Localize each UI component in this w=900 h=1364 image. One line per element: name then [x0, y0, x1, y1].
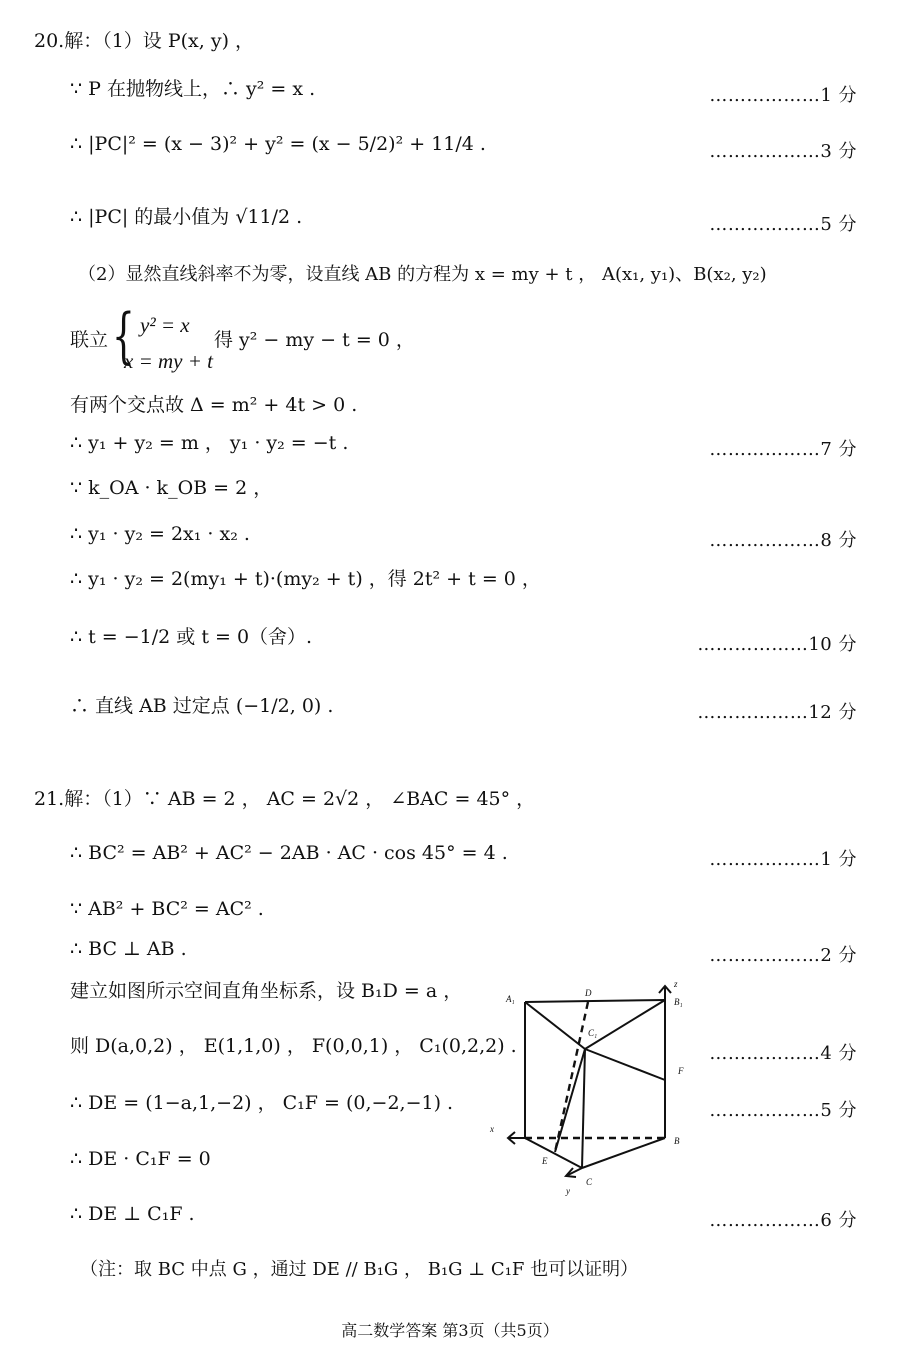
q21-score-6: ………………5 分	[709, 1100, 857, 1121]
q20-score-3: ………………5 分	[709, 214, 857, 235]
q20-step-1: ∵ P 在抛物线上，∴ y² = x .	[70, 78, 316, 100]
label-D: D	[585, 988, 592, 998]
q20-score-2: ………………3 分	[709, 141, 857, 162]
page-footer: 高二数学答案 第3页（共5页）	[341, 1321, 559, 1340]
q20-score-11: ………………10 分	[697, 634, 857, 655]
q21-step-3: ∴ BC ⊥ AB .	[70, 938, 187, 960]
prism-coordinate-figure	[470, 972, 700, 1204]
q20-system-result: 得 y² − my − t = 0 ，	[214, 329, 415, 351]
q20-system-eq-1: y² = x	[140, 313, 190, 337]
q20-step-12: ∴ 直线 AB 过定点 (−1/2, 0) .	[70, 695, 334, 717]
q21-score-8: ………………6 分	[709, 1210, 857, 1231]
label-B: B	[674, 1136, 680, 1146]
label-A1: A₁	[506, 994, 515, 1004]
label-E: E	[542, 1156, 548, 1166]
q20-step-8: ∵ k_OA · k_OB = 2 ，	[70, 477, 273, 499]
q21-step-7: ∴ DE · C₁F = 0	[70, 1148, 211, 1170]
q20-step-11: ∴ t = −1/2 或 t = 0（舍）.	[70, 626, 313, 648]
q20-score-1: ………………1 分	[709, 85, 857, 106]
q20-system-label: 联立	[70, 329, 109, 351]
q20-step-7: ∴ y₁ + y₂ = m ， y₁ · y₂ = −t .	[70, 432, 349, 454]
q21-header: 21.解：（1）∵ AB = 2 ， AC = 2√2 ， ∠BAC = 45° ，	[34, 788, 536, 810]
q21-step-8: ∴ DE ⊥ C₁F .	[70, 1203, 195, 1225]
q20-score-7: ………………7 分	[709, 439, 857, 460]
system-brace: {	[112, 301, 135, 371]
q21-step-2: ∵ AB² + BC² = AC² .	[70, 898, 264, 920]
q21-score-3: ………………2 分	[709, 945, 857, 966]
q20-system-eq-2: x = my + t	[124, 349, 213, 373]
q20-header: 20.解：（1）设 P(x, y) ，	[34, 30, 255, 52]
q20-step-10: ∴ y₁ · y₂ = 2(my₁ + t)·(my₂ + t) ，得 2t² + t = 0 ，	[70, 568, 541, 590]
label-z: z	[674, 979, 678, 989]
q20-score-9: ………………8 分	[709, 530, 857, 551]
q21-step-5: 则 D(a,0,2) ， E(1,1,0) ， F(0,0,1) ， C₁(0,2,2) .	[70, 1035, 517, 1057]
q21-score-5: ………………4 分	[709, 1043, 857, 1064]
q21-step-1: ∴ BC² = AB² + AC² − 2AB · AC · cos 45° = 4 .	[70, 842, 508, 864]
q21-step-6: ∴ DE = (1−a,1,−2) ， C₁F = (0,−2,−1) .	[70, 1092, 454, 1114]
q21-step-4: 建立如图所示空间直角坐标系，设 B₁D = a ，	[70, 980, 463, 1002]
label-C1: C₁	[588, 1028, 598, 1038]
q20-step-9: ∴ y₁ · y₂ = 2x₁ · x₂ .	[70, 523, 250, 545]
q20-part-2-setup: （2）显然直线斜率不为零，设直线 AB 的方程为 x = my + t ， A(x₁, y₁)、B(x₂, y₂)	[78, 264, 767, 285]
q21-score-1: ………………1 分	[709, 849, 857, 870]
q20-step-3: ∴ |PC| 的最小值为 √11/2 .	[70, 206, 303, 228]
q21-note: （注：取 BC 中点 G ，通过 DE // B₁G ， B₁G ⊥ C₁F 也可以证明）	[80, 1259, 639, 1280]
q20-step-6: 有两个交点故 Δ = m² + 4t > 0 .	[70, 394, 358, 416]
label-C: C	[586, 1177, 593, 1187]
q20-step-2: ∴ |PC|² = (x − 3)² + y² = (x − 5/2)² + 11/4 .	[70, 133, 486, 155]
label-x: x	[490, 1124, 494, 1134]
q20-score-12: ………………12 分	[697, 702, 857, 723]
label-B1: B₁	[674, 997, 683, 1007]
label-F: F	[678, 1066, 684, 1076]
label-y: y	[566, 1186, 570, 1196]
